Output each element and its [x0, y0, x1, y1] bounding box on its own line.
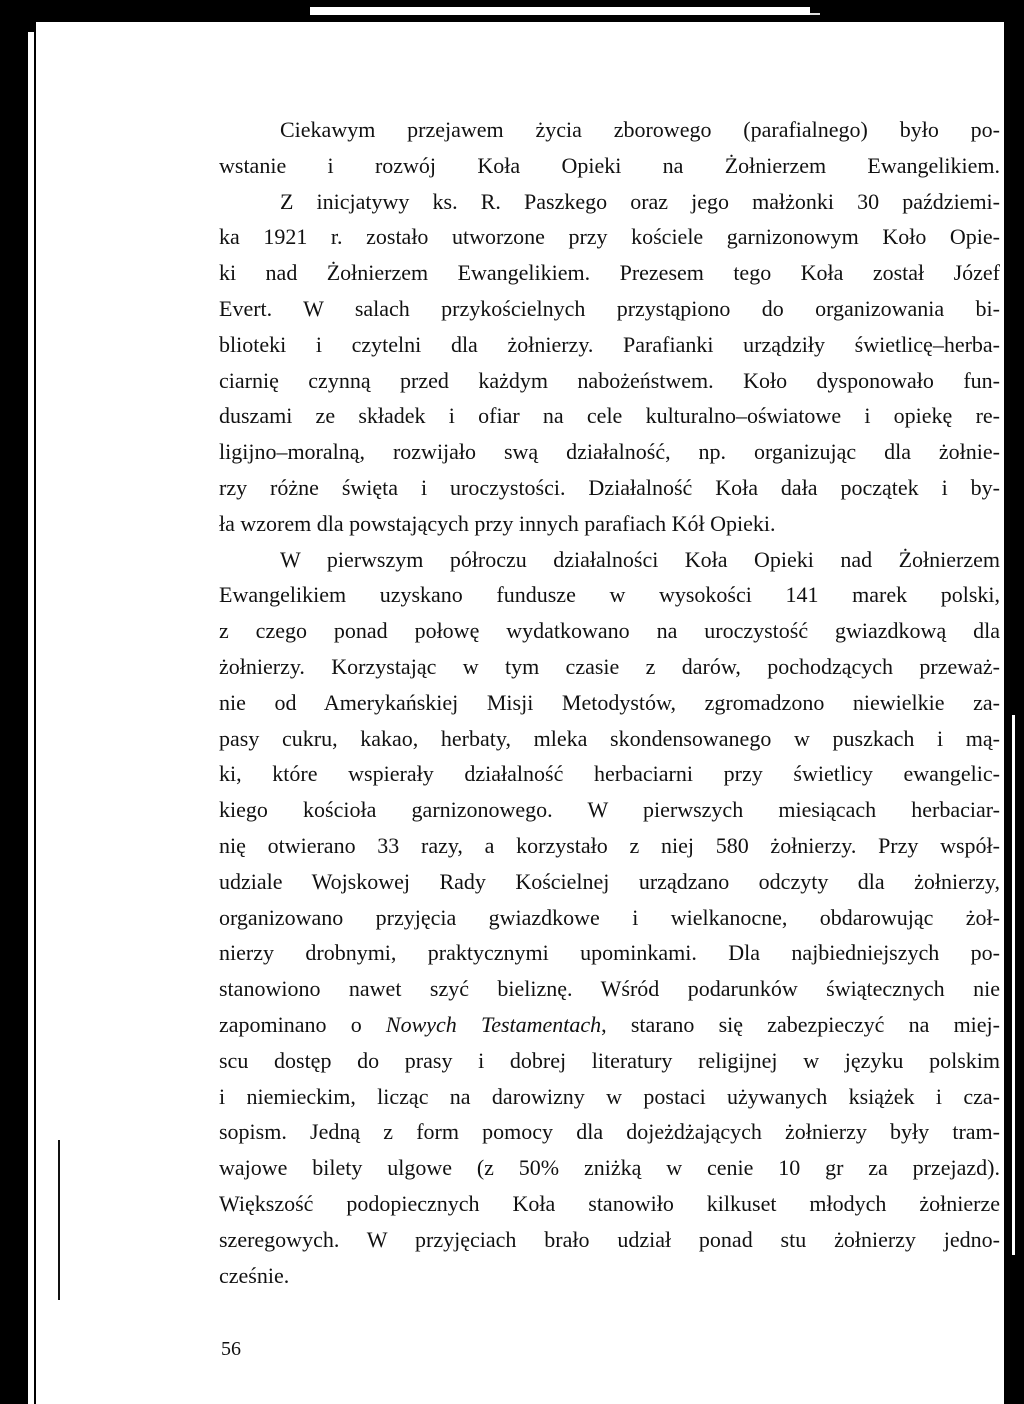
text-line: nię otwierano 33 razy, a korzystało z niej 580 żołnierzy. Przy współ- [219, 832, 1000, 858]
text-line: żołnierzy. Korzystając w tym czasie z darów, pochodzących przeważ- [219, 653, 1000, 679]
text-line: wajowe bilety ulgowe (z 50% zniżką w cenie 10 gr za przejazd). [219, 1155, 1000, 1181]
text-line: udziale Wojskowej Rady Kościelnej urządzano odczyty dla żołnierzy, [219, 868, 1000, 894]
text-line: stanowiono nawet szyć bieliznę. Wśród podarunków świątecznych nie [219, 976, 1000, 1002]
text-line: Ewangelikiem uzyskano fundusze w wysokości 141 marek polski, [219, 582, 1000, 608]
scan-left-edge [28, 32, 34, 1404]
text-line: Z inicjatywy ks. R. Paszkego oraz jego małżonki 30 paździemi- [280, 188, 1000, 214]
text-line: ligijno–moralną, rozwijało swą działalność, np. organizując dla żołnie- [219, 439, 1000, 465]
body-text [219, 112, 1000, 1293]
text-line: szeregowych. W przyjęciach brało udział ponad stu żołnierzy jedno- [219, 1226, 1000, 1252]
text-line: W pierwszym półroczu działalności Koła Opieki nad Żołnierzem [280, 546, 1000, 572]
text-line: nie od Amerykańskiej Misji Metodystów, zgromadzono niewielkie za- [219, 689, 1000, 715]
text-line: sopism. Jedną z form pomocy dla dojeżdżających żołnierzy były tram- [219, 1119, 1000, 1145]
text-line: cześnie. [219, 1262, 290, 1288]
text-line: wstanie i rozwój Koła Opieki na Żołnierzem Ewangelikiem. [219, 152, 1000, 178]
text-line: ki, które wspierały działalność herbaciarni przy świetlicy ewangelic- [219, 761, 1000, 787]
italic-title: Nowych Testamentach [385, 1011, 602, 1037]
text-line: scu dostęp do prasy i dobrej literatury religijnej w języku polskim [219, 1047, 1000, 1073]
text-line: pasy cukru, kakao, herbaty, mleka skondensowanego w puszkach i mą- [219, 725, 1000, 751]
text-line: Evert. W salach przykościelnych przystąpiono do organizowania bi- [219, 295, 1000, 321]
text-line: nierzy drobnymi, praktycznymi upominkami. Dla najbiedniejszych po- [219, 940, 1000, 966]
text-line: z czego ponad połowę wydatkowano na uroczystość gwiazdkową dla [219, 618, 1000, 644]
text-segment: zapominano o [219, 1011, 386, 1037]
text-line: i niemieckim, licząc na darowizny w postaci używanych książek i cza- [219, 1083, 1000, 1109]
text-line: ła wzorem dla powstających przy innych parafiach Kół Opieki. [219, 510, 776, 536]
scan-left-fold-mark [58, 1140, 60, 1300]
text-line: rzy różne święta i uroczystości. Działalność Koła dała początek i by- [219, 474, 1000, 500]
text-line: organizowano przyjęcia gwiazdkowe i wielkanocne, obdarowując żoł- [219, 904, 1000, 930]
scan-top-edge-tail [810, 13, 820, 15]
text-line: ka 1921 r. zostało utworzone przy kościele garnizonowym Koło Opie- [219, 224, 1000, 250]
text-line: Ciekawym przejawem życia zborowego (parafialnego) było po- [280, 117, 1000, 142]
text-line: kiego kościoła garnizonowego. W pierwszych miesiącach herbaciar- [219, 797, 1000, 823]
page-number: 56 [221, 1338, 241, 1360]
text-line: ki nad Żołnierzem Ewangelikiem. Prezesem tego Koła został Józef [219, 260, 1000, 286]
text-line: ciarnię czynną przed każdym nabożeństwem. Koło dysponowało fun- [219, 367, 1000, 393]
scan-top-edge [310, 7, 810, 15]
text-segment: , starano się zabezpieczyć na miej- [601, 1011, 1000, 1037]
text-line: blioteki i czytelni dla żołnierzy. Parafianki urządziły świetlicę–herba- [219, 331, 1000, 357]
scan-right-edge-line [1012, 715, 1015, 1255]
text-line-with-italic [219, 1007, 1000, 1043]
text-line: Większość podopiecznych Koła stanowiło kilkuset młodych żołnierze [219, 1190, 1000, 1216]
text-line: duszami ze składek i ofiar na cele kulturalno–oświatowe i opiekę re- [219, 403, 1000, 429]
